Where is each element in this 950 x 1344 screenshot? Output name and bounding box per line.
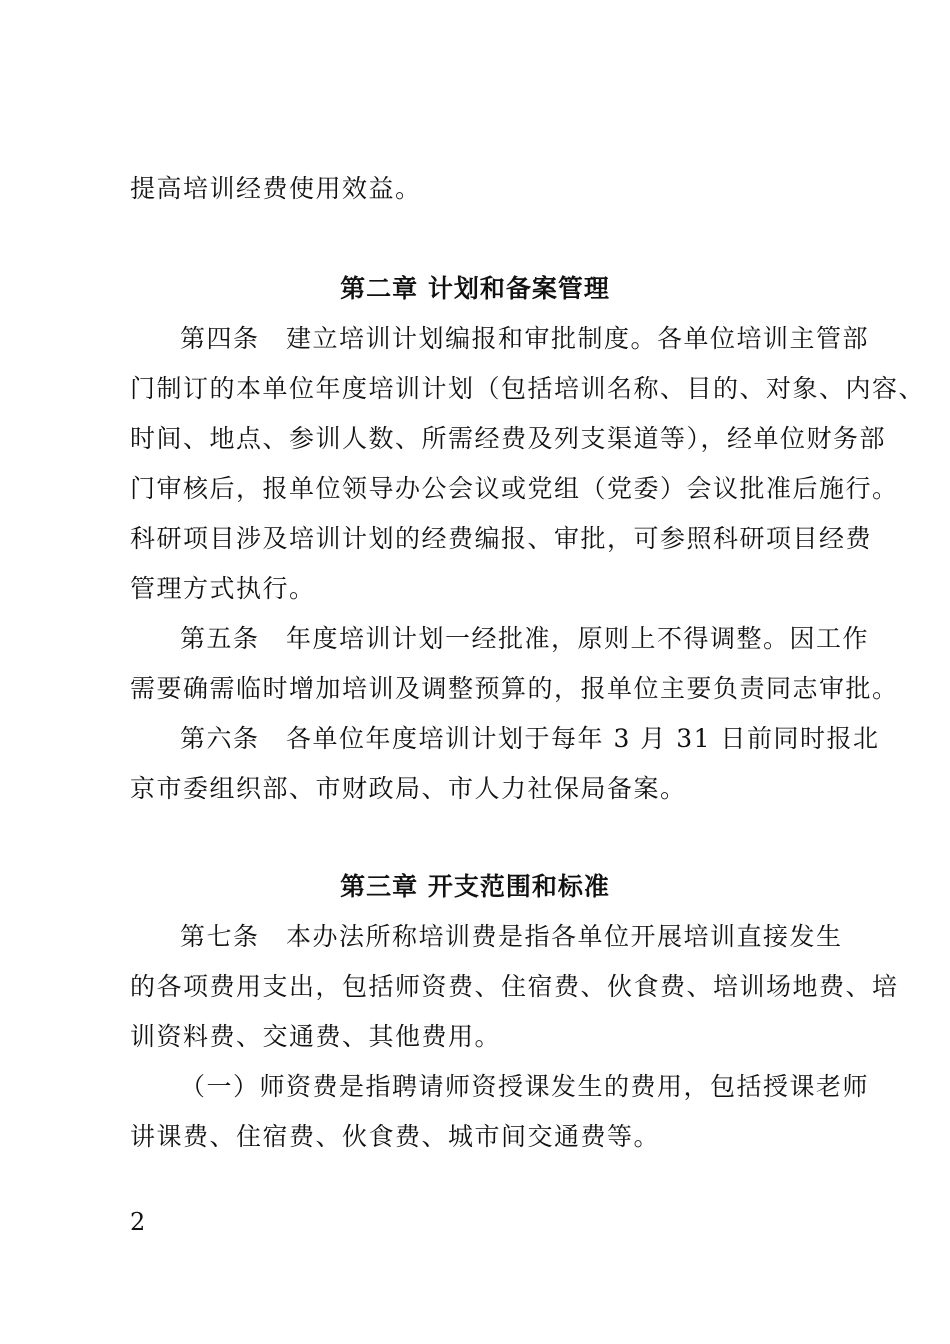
text-line: 训资料费、交通费、其他费用。 — [130, 1022, 502, 1051]
page-number: 2 — [130, 1208, 146, 1236]
text-line: 管理方式执行。 — [130, 574, 316, 603]
text-line: 门制订的本单位年度培训计划（包括培训名称、目的、对象、内容、 — [130, 374, 926, 403]
chapter-heading: 第二章 计划和备案管理 — [340, 274, 610, 303]
text-line: 第四条 建立培训计划编报和审批制度。各单位培训主管部 — [180, 324, 870, 353]
text-line: 京市委组织部、市财政局、市人力社保局备案。 — [130, 774, 687, 803]
text-line: 第六条 各单位年度培训计划于每年 3 月 31 日前同时报北 — [180, 724, 880, 753]
text-line: 的各项费用支出，包括师资费、住宿费、伙食费、培训场地费、培 — [130, 972, 899, 1001]
text-line: 门审核后，报单位领导办公会议或党组（党委）会议批准后施行。 — [130, 474, 899, 503]
text-line: 第五条 年度培训计划一经批准，原则上不得调整。因工作 — [180, 624, 870, 653]
text-line: 科研项目涉及培训计划的经费编报、审批，可参照科研项目经费 — [130, 524, 873, 553]
text-line: 提高培训经费使用效益。 — [130, 174, 422, 203]
text-line: 需要确需临时增加培训及调整预算的，报单位主要负责同志审批。 — [130, 674, 899, 703]
text-line: 时间、地点、参训人数、所需经费及列支渠道等），经单位财务部 — [130, 424, 887, 453]
text-line: （一）师资费是指聘请师资授课发生的费用，包括授课老师 — [180, 1072, 870, 1101]
text-line: 讲课费、住宿费、伙食费、城市间交通费等。 — [130, 1122, 661, 1151]
chapter-heading: 第三章 开支范围和标准 — [340, 872, 610, 901]
text-line: 第七条 本办法所称培训费是指各单位开展培训直接发生 — [180, 922, 843, 951]
